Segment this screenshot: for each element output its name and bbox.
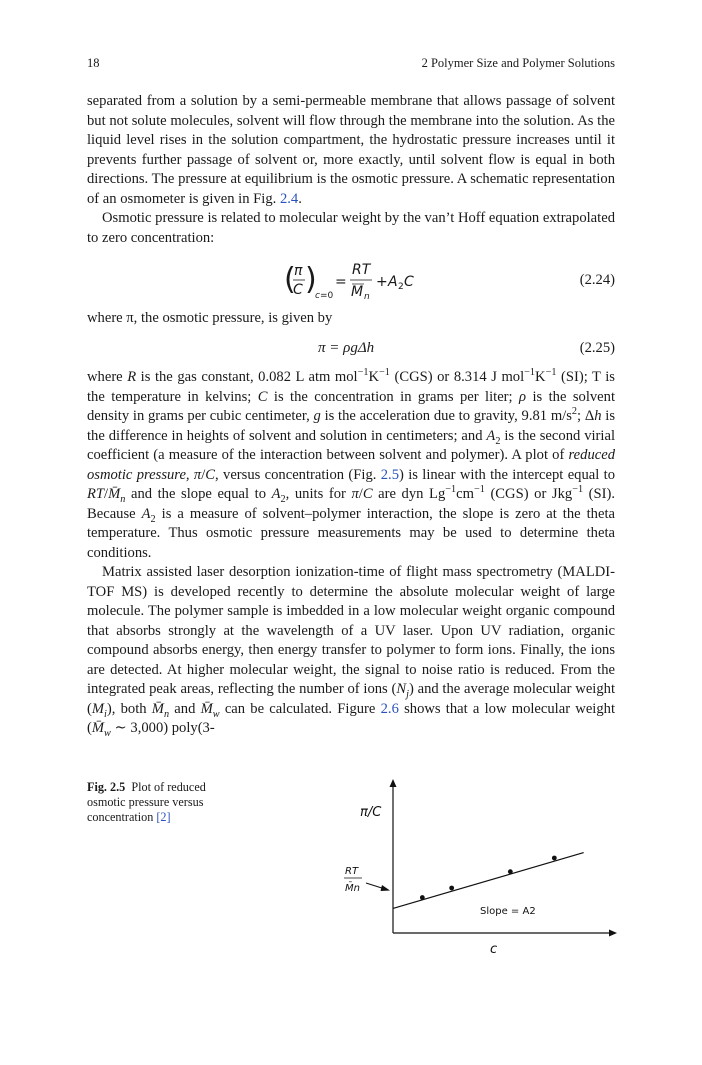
data-point-3 [508, 869, 513, 874]
svg-text:2: 2 [398, 282, 404, 292]
svg-text:C: C [293, 282, 303, 298]
svg-text:A: A [388, 274, 398, 290]
svg-text:(: ( [284, 262, 296, 297]
paragraph-where-pi: where π, the osmotic pressure, is given by [87, 310, 333, 326]
data-point-2 [449, 886, 454, 891]
fit-line [393, 853, 584, 909]
fig-2-6-link[interactable]: 2.6 [380, 700, 399, 717]
paragraph-maldi: Matrix assisted laser desorption ionization-time of flight mass spectrometry (MALDI-TOF MS) is developed recently to determine the absolute molecular weight of large molecule. The polymer sample is imbedded in a low molecular weight organic compound that absorbs strongly at the wavelength of a UV laser. Upon UV radiation, organic compound absorbs energy, then energy transfer to polymer to form ions. Finally, the ions are detected. At higher molecular weight, the signal to noise ratio is reduced. From the integrated peak areas, reflecting the number of ions $(N_j)$ and the average molecular weight $(M_i)$, both $M̄_n$ and $M̄_w$ can be calculated. Figure 2.6 shows that a low molecular weight ($M̄_w$ ∼ 3,000) poly(3- [87, 564, 616, 739]
body-text-middle [87, 368, 615, 739]
reference-link[interactable]: [2] [156, 810, 171, 824]
svg-text:n: n [364, 292, 370, 302]
data-point-1 [420, 895, 425, 900]
svg-text:RT: RT [352, 262, 371, 278]
plot-marks [393, 853, 584, 909]
x-axis-label: c [490, 942, 498, 957]
equation-2-25: π = ρgΔh [318, 340, 375, 356]
x-axis-arrowhead [609, 930, 617, 937]
running-title: 2 Polymer Size and Polymer Solutions [421, 56, 615, 70]
paragraph-vant-hoff: Osmotic pressure is related to molecular weight by the van’t Hoff equation extrapolated to zero concentration: [87, 210, 615, 246]
svg-text:π: π [294, 263, 303, 279]
y-axis-label: π/C [360, 805, 382, 820]
intercept-label-denominator: M̄n [345, 883, 360, 894]
paragraph-osmometer: separated from a solution by a semi-permeable membrane that allows passage of solvent but not solute molecules, solvent will flow through the membrane into the solution. As the liquid level rises in the solution compartment, the hydrostatic pressure increases until it prevents further passage of solvent or, more exactly, until solvent flow is equal in both directions. The pressure at equilibrium is the osmotic pressure. A schematic representation of an osmometer is given in Fig. 2.4. [87, 93, 615, 207]
paragraph-variables: where R is the gas constant, 0.082 L atm $mol^{-1}K^{-1}$ (CGS) or 8.314 J $mol^{-1}K^{-1}$ (SI); T is the temperature in kelvins; C is the concentration in grams per liter; ρ is the solvent density in grams per cubic centimeter, g is the acceleration due to gravity, 9.81 $m/s^2$; Δh is the difference in heights of solvent and solution in centimeters; and $A_2$ is the second virial coefficient (a measure of the interaction between solvent and polymer). A plot of reduced osmotic pressure, π/C, versus concentration (Fig. 2.5) is linear with the intercept equal to $RT/M̄_n$ and the slope equal to $A_2$, units for π/C are dyn $Lg^{-1}cm^{-1}$ (CGS) or Jkg$^{-1}$ (SI). Because $A_2$ is a measure of solvent–polymer interaction, the slope is zero at the theta temperature. Thus osmotic pressure measurements may be used to determine theta conditions. [87, 367, 616, 561]
svg-text:C: C [404, 274, 414, 290]
fig-2-5-link[interactable]: 2.5 [380, 466, 399, 483]
svg-text:c: c [315, 291, 320, 301]
osmotic-pressure-chart [330, 775, 630, 975]
figure-label: Fig. 2.5 [87, 780, 126, 794]
svg-text:M: M [351, 284, 364, 300]
svg-text:=: = [335, 274, 347, 290]
svg-text:): ) [305, 262, 317, 297]
equation-2-24-number: (2.24) [579, 272, 615, 288]
page-number: 18 [87, 56, 100, 70]
equation-2-24 [284, 257, 434, 312]
data-point-4 [552, 856, 557, 861]
svg-text:=0: =0 [320, 291, 334, 301]
figure-caption-text: Plot of reduced osmotic pressure versus concentration [87, 780, 206, 824]
intercept-arrowhead [381, 885, 391, 891]
intercept-label-numerator: RT [345, 866, 359, 877]
body-text-top [87, 92, 615, 248]
fig-2-4-link[interactable]: 2.4 [279, 190, 299, 207]
svg-text:+: + [376, 274, 388, 290]
y-axis-arrowhead [390, 779, 397, 787]
equation-2-25-number: (2.25) [579, 340, 615, 356]
figure-caption [87, 780, 242, 825]
slope-label: Slope = A2 [480, 906, 536, 917]
